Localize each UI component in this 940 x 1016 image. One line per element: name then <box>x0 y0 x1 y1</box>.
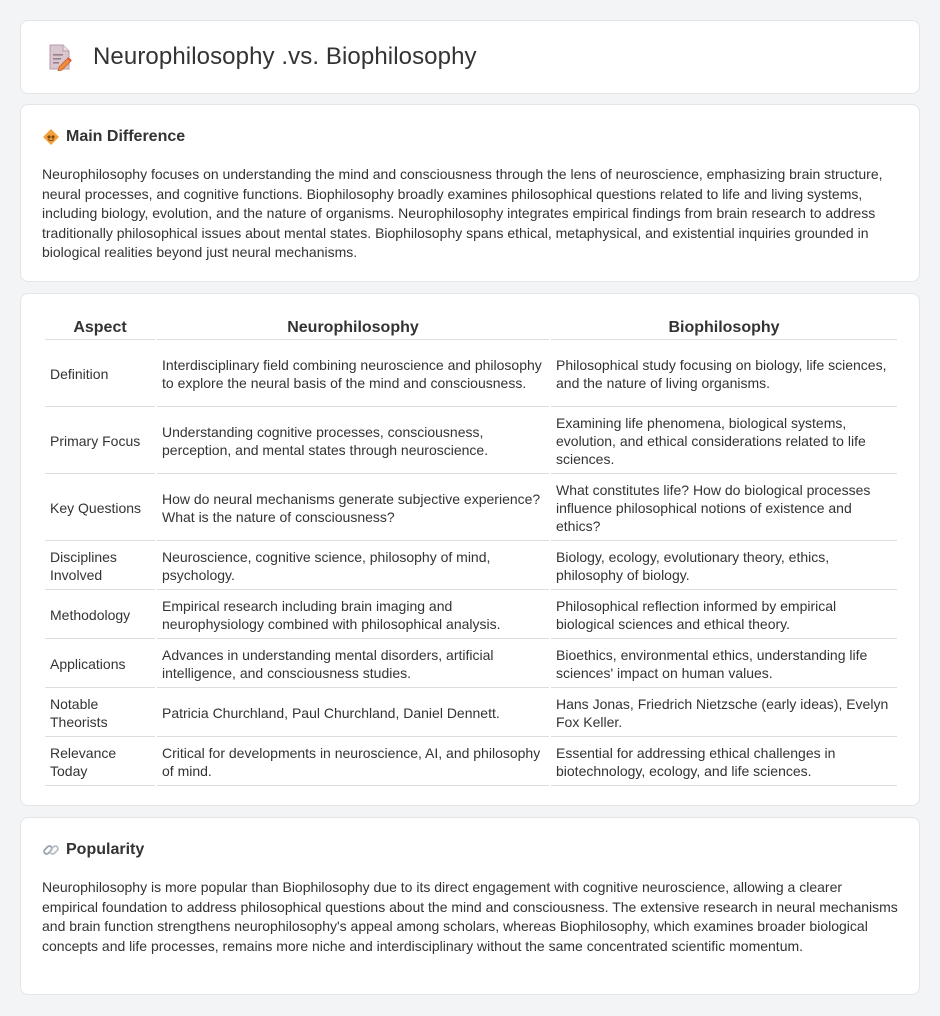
row-aspect-cell: Key Questions <box>45 476 155 541</box>
row-biophilosophy-cell: Philosophical reflection informed by empirical biological sciences and ethical theory. <box>551 592 897 639</box>
popularity-text: Neurophilosophy is more popular than Biophilosophy due to its direct engagement with cognitive neuroscience, allowing a clearer empirical foundation to address philosophical questions about the mind and consciousness. The extensive research in neural mechanisms and brain function strengthens neurophilosophy's appeal among scholars, whereas Biophilosophy, which examines broader biological concepts and life processes, remains more niche and interdisciplinary without the same concentrated scientific momentum. <box>42 879 898 954</box>
row-neurophilosophy-cell: Patricia Churchland, Paul Churchland, Daniel Dennett. <box>157 690 549 737</box>
table-row <box>45 592 897 639</box>
row-biophilosophy-cell: Biology, ecology, evolutionary theory, ethics, philosophy of biology. <box>551 543 897 590</box>
table-row <box>45 409 897 474</box>
table-row <box>45 690 897 737</box>
row-neurophilosophy-cell: Understanding cognitive processes, consciousness, perception, and mental states through neuroscience. <box>157 409 549 474</box>
link-icon <box>42 841 60 859</box>
row-biophilosophy-cell: Examining life phenomena, biological systems, evolution, and ethical considerations related to life sciences. <box>551 409 897 474</box>
page-title: Neurophilosophy .vs. Biophilosophy <box>93 43 477 70</box>
row-neurophilosophy-cell: Advances in understanding mental disorders, artificial intelligence, and consciousness studies. <box>157 641 549 688</box>
row-neurophilosophy-cell: Critical for developments in neuroscience, AI, and philosophy of mind. <box>157 739 549 786</box>
table-row <box>45 739 897 786</box>
diamond-icon <box>42 128 60 146</box>
main-difference-card <box>20 104 920 282</box>
row-biophilosophy-cell: Hans Jonas, Friedrich Nietzsche (early ideas), Evelyn Fox Keller. <box>551 690 897 737</box>
row-aspect-cell: Applications <box>45 641 155 688</box>
column-header-neurophilosophy: Neurophilosophy <box>157 317 549 340</box>
popularity-title: Popularity <box>66 841 145 858</box>
document-edit-icon <box>47 43 73 71</box>
row-neurophilosophy-cell: How do neural mechanisms generate subjective experience? What is the nature of consciousness? <box>157 476 549 541</box>
comparison-table <box>43 315 899 788</box>
row-aspect-cell: Primary Focus <box>45 409 155 474</box>
row-neurophilosophy-cell: Interdisciplinary field combining neuroscience and philosophy to explore the neural basis of the mind and consciousness. <box>157 342 549 407</box>
main-difference-title: Main Difference <box>66 128 186 145</box>
table-header-row <box>45 317 897 340</box>
header-card <box>20 20 920 94</box>
row-neurophilosophy-cell: Empirical research including brain imaging and neurophysiology combined with philosophical analysis. <box>157 592 549 639</box>
table-row <box>45 641 897 688</box>
comparison-table-card <box>20 293 920 806</box>
popularity-header <box>42 841 144 859</box>
main-difference-header <box>42 128 185 146</box>
row-biophilosophy-cell: Essential for addressing ethical challenges in biotechnology, ecology, and life sciences. <box>551 739 897 786</box>
row-aspect-cell: Methodology <box>45 592 155 639</box>
column-header-aspect: Aspect <box>45 317 155 340</box>
row-aspect-cell: Disciplines Involved <box>45 543 155 590</box>
row-aspect-cell: Definition <box>45 342 155 407</box>
table-row <box>45 476 897 541</box>
popularity-card <box>20 817 920 995</box>
table-row <box>45 342 897 407</box>
row-biophilosophy-cell: What constitutes life? How do biological processes influence philosophical notions of existence and ethics? <box>551 476 897 541</box>
row-aspect-cell: Notable Theorists <box>45 690 155 737</box>
title-row <box>47 43 477 71</box>
row-biophilosophy-cell: Philosophical study focusing on biology, life sciences, and the nature of living organisms. <box>551 342 897 407</box>
column-header-biophilosophy: Biophilosophy <box>551 317 897 340</box>
table-row <box>45 543 897 590</box>
main-difference-text: Neurophilosophy focuses on understanding the mind and consciousness through the lens of neuroscience, emphasizing brain structure, neural processes, and cognitive functions. Biophilosophy broadly examines philosophical questions related to life and living systems, including biology, evolution, and the nature of organisms. Neurophilosophy integrates empirical findings from brain research to address traditionally philosophical issues about mental states. Biophilosophy spans ethical, metaphysical, and existential inquiries grounded in biological realities beyond just neural mechanisms. <box>42 166 883 260</box>
row-neurophilosophy-cell: Neuroscience, cognitive science, philosophy of mind, psychology. <box>157 543 549 590</box>
row-biophilosophy-cell: Bioethics, environmental ethics, understanding life sciences' impact on human values. <box>551 641 897 688</box>
row-aspect-cell: Relevance Today <box>45 739 155 786</box>
